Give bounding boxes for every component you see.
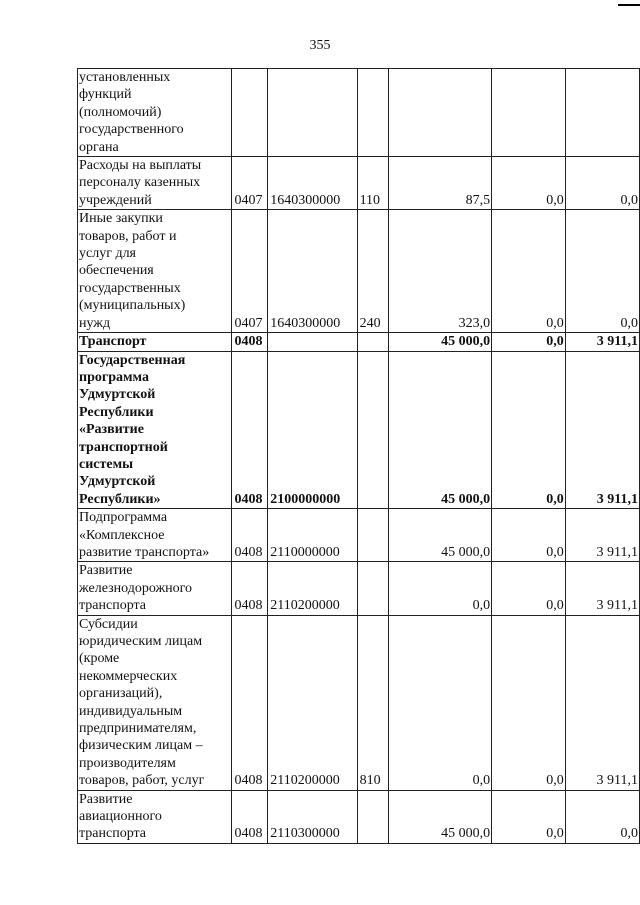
section-code-text: 0408 (234, 491, 263, 507)
amount-1-cell (389, 615, 492, 790)
section-code-cell (232, 615, 268, 790)
amount-3-text: 3 911,1 (596, 334, 638, 350)
section-code-text: 0408 (234, 598, 263, 614)
amount-3-cell (565, 509, 639, 562)
target-code-text: 1640300000 (270, 315, 341, 331)
row-name-text: Развитие железнодорожного транспорта (79, 563, 193, 614)
amount-1-cell (389, 157, 492, 210)
expense-type-cell (357, 69, 389, 157)
table-row (78, 562, 640, 615)
expense-type-text: 240 (359, 315, 381, 331)
amount-3-cell (565, 210, 639, 333)
expense-type-cell (357, 562, 389, 615)
section-code-text: 0408 (234, 826, 263, 842)
expense-type-cell (357, 790, 389, 843)
row-name-cell (78, 157, 232, 210)
target-code-cell (268, 615, 357, 790)
page-number: 355 (309, 38, 331, 53)
expense-type-cell (357, 351, 389, 509)
amount-2-cell (492, 210, 566, 333)
amount-2-cell (492, 351, 566, 509)
amount-3-text: 0,0 (620, 315, 638, 331)
row-name-text: Развитие авиационного транспорта (79, 791, 162, 842)
amount-1-cell (389, 562, 492, 615)
amount-2-text: 0,0 (546, 773, 564, 789)
row-name-text: Субсидии юридическим лицам (кроме некоммерческих организаций), индивидуальным предпринимателям, физическим лицам – производителям товаров, работ, услуг (79, 616, 205, 789)
table-row (78, 333, 640, 351)
section-code-cell (232, 333, 268, 351)
amount-2-text: 0,0 (546, 598, 564, 614)
amount-2-text: 0,0 (546, 544, 564, 560)
amount-2-cell (492, 790, 566, 843)
amount-2-cell (492, 333, 566, 351)
amount-3-cell (565, 351, 639, 509)
amount-3-text: 3 911,1 (596, 544, 638, 560)
amount-1-text: 45 000,0 (441, 334, 491, 350)
row-name-cell (78, 69, 232, 157)
amount-1-text: 45 000,0 (441, 491, 491, 507)
section-code-text: 0407 (234, 192, 263, 208)
corner-mark (618, 4, 640, 6)
section-code-text: 0407 (234, 315, 263, 331)
row-name-cell (78, 351, 232, 509)
table-row (78, 157, 640, 210)
section-code-cell (232, 157, 268, 210)
amount-3-cell (565, 562, 639, 615)
amount-2-text: 0,0 (546, 491, 564, 507)
row-name-cell (78, 562, 232, 615)
amount-2-cell (492, 615, 566, 790)
amount-2-cell (492, 562, 566, 615)
amount-1-text: 0,0 (472, 598, 491, 614)
amount-1-text: 87,5 (465, 192, 491, 208)
target-code-text: 2110300000 (270, 826, 340, 842)
amount-1-text: 45 000,0 (441, 544, 491, 560)
amount-2-cell (492, 157, 566, 210)
target-code-cell (268, 351, 357, 509)
target-code-cell (268, 790, 357, 843)
expense-type-cell (357, 333, 389, 351)
amount-1-cell (389, 210, 492, 333)
amount-3-text: 3 911,1 (596, 491, 638, 507)
section-code-cell (232, 509, 268, 562)
amount-1-cell (389, 509, 492, 562)
table-row (78, 210, 640, 333)
amount-3-cell (565, 615, 639, 790)
section-code-cell (232, 562, 268, 615)
expense-type-cell (357, 509, 389, 562)
amount-3-cell (565, 69, 639, 157)
row-name-text: Государственная программа Удмуртской Республики «Развитие транспортной системы Удмуртской Республики» (79, 352, 186, 507)
section-code-text: 0408 (234, 334, 263, 350)
amount-3-cell (565, 790, 639, 843)
amount-2-cell (492, 509, 566, 562)
section-code-cell (232, 210, 268, 333)
section-code-cell (232, 69, 268, 157)
amount-3-text: 3 911,1 (596, 773, 638, 789)
target-code-cell (268, 210, 357, 333)
row-name-text: установленных функций (полномочий) государственного органа (79, 70, 184, 155)
row-name-cell (78, 210, 232, 333)
row-name-cell (78, 615, 232, 790)
budget-table-body (78, 69, 640, 844)
expense-type-text: 110 (359, 192, 381, 208)
amount-1-cell (389, 333, 492, 351)
table-row (78, 790, 640, 843)
amount-3-text: 0,0 (620, 192, 638, 208)
target-code-cell (268, 333, 357, 351)
target-code-text: 2110200000 (270, 598, 340, 614)
amount-3-cell (565, 157, 639, 210)
row-name-text: Иные закупки товаров, работ и услуг для обеспечения государственных (муниципальных) нужд (79, 211, 186, 331)
amount-1-text: 0,0 (472, 773, 491, 789)
section-code-cell (232, 790, 268, 843)
amount-2-text: 0,0 (546, 192, 564, 208)
row-name-cell (78, 790, 232, 843)
row-name-cell (78, 509, 232, 562)
amount-1-text: 323,0 (458, 315, 491, 331)
section-code-text: 0408 (234, 773, 263, 789)
amount-2-text: 0,0 (546, 826, 564, 842)
expense-type-text: 810 (359, 773, 381, 789)
amount-3-cell (565, 333, 639, 351)
amount-2-text: 0,0 (546, 334, 564, 350)
table-row (78, 509, 640, 562)
table-row (78, 351, 640, 509)
table-row (78, 615, 640, 790)
expense-type-cell (357, 210, 389, 333)
section-code-text: 0408 (234, 544, 263, 560)
target-code-text: 2110000000 (270, 544, 340, 560)
expense-type-cell (357, 615, 389, 790)
amount-3-text: 3 911,1 (596, 598, 638, 614)
section-code-cell (232, 351, 268, 509)
amount-3-text: 0,0 (620, 826, 638, 842)
table-row (78, 69, 640, 157)
row-name-cell (78, 333, 232, 351)
amount-2-cell (492, 69, 566, 157)
expense-type-cell (357, 157, 389, 210)
target-code-text: 1640300000 (270, 192, 341, 208)
row-name-text: Подпрограмма «Комплексное развитие транспорта» (79, 510, 210, 560)
target-code-cell (268, 69, 357, 157)
target-code-cell (268, 509, 357, 562)
amount-1-cell (389, 790, 492, 843)
budget-table (77, 68, 640, 844)
target-code-cell (268, 157, 357, 210)
target-code-text: 2100000000 (270, 491, 341, 507)
target-code-cell (268, 562, 357, 615)
row-name-text: Транспорт (79, 334, 147, 350)
target-code-text: 2110200000 (270, 773, 340, 789)
amount-1-text: 45 000,0 (441, 826, 491, 842)
amount-2-text: 0,0 (546, 315, 564, 331)
amount-1-cell (389, 351, 492, 509)
amount-1-cell (389, 69, 492, 157)
row-name-text: Расходы на выплаты персоналу казенных учреждений (79, 158, 202, 208)
